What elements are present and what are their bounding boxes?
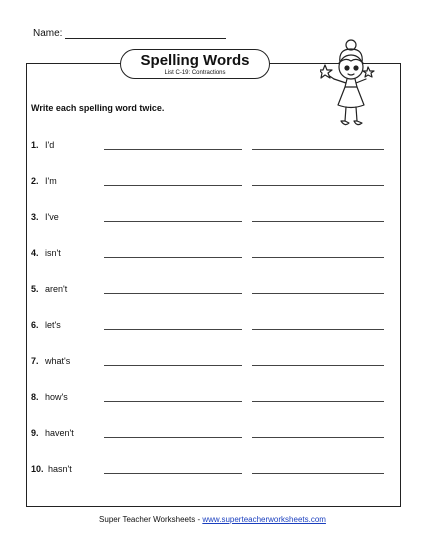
word-row <box>31 428 391 442</box>
answer-line-2[interactable] <box>252 257 384 258</box>
answer-line-2[interactable] <box>252 401 384 402</box>
footer-prefix: Super Teacher Worksheets - <box>99 515 203 524</box>
word-row <box>31 176 391 190</box>
spelling-word: let's <box>45 320 61 330</box>
word-number: 6. <box>31 320 39 330</box>
answer-line-1[interactable] <box>104 401 242 402</box>
word-number: 8. <box>31 392 39 402</box>
word-row <box>31 320 391 334</box>
word-row <box>31 140 391 154</box>
instruction: Write each spelling word twice. <box>31 103 165 113</box>
spelling-word: I'd <box>45 140 55 150</box>
answer-line-2[interactable] <box>252 329 384 330</box>
spelling-word: aren't <box>45 284 68 294</box>
spelling-word: haven't <box>45 428 74 438</box>
spelling-word: I'm <box>45 176 57 186</box>
footer-link[interactable]: www.superteacherworksheets.com <box>202 515 326 524</box>
answer-line-2[interactable] <box>252 185 384 186</box>
word-row <box>31 212 391 226</box>
word-number: 5. <box>31 284 39 294</box>
girl-with-star-wand-icon <box>320 37 382 132</box>
answer-line-1[interactable] <box>104 185 242 186</box>
spelling-word: hasn't <box>48 464 72 474</box>
spelling-word: I've <box>45 212 59 222</box>
word-number: 2. <box>31 176 39 186</box>
word-row <box>31 284 391 298</box>
answer-line-1[interactable] <box>104 365 242 366</box>
name-line <box>65 38 226 39</box>
answer-line-1[interactable] <box>104 257 242 258</box>
answer-line-1[interactable] <box>104 293 242 294</box>
answer-line-2[interactable] <box>252 437 384 438</box>
answer-line-1[interactable] <box>104 437 242 438</box>
word-number: 10. <box>31 464 44 474</box>
word-number: 9. <box>31 428 39 438</box>
answer-line-2[interactable] <box>252 473 384 474</box>
name-label: Name: <box>33 28 63 39</box>
answer-line-2[interactable] <box>252 365 384 366</box>
word-number: 3. <box>31 212 39 222</box>
answer-line-1[interactable] <box>104 149 242 150</box>
answer-line-2[interactable] <box>252 221 384 222</box>
answer-line-1[interactable] <box>104 473 242 474</box>
word-row <box>31 392 391 406</box>
spelling-word: isn't <box>45 248 61 258</box>
word-row <box>31 356 391 370</box>
answer-line-1[interactable] <box>104 329 242 330</box>
word-row <box>31 248 391 262</box>
answer-line-1[interactable] <box>104 221 242 222</box>
word-number: 1. <box>31 140 39 150</box>
footer <box>0 515 425 524</box>
answer-line-2[interactable] <box>252 149 384 150</box>
word-row <box>31 464 391 478</box>
word-number: 4. <box>31 248 39 258</box>
title-box <box>120 49 270 79</box>
answer-line-2[interactable] <box>252 293 384 294</box>
spelling-word: what's <box>45 356 71 366</box>
spelling-word: how's <box>45 392 68 402</box>
word-number: 7. <box>31 356 39 366</box>
page-title: Spelling Words <box>140 52 250 69</box>
page-subtitle: List C-19: Contractions <box>164 70 226 76</box>
